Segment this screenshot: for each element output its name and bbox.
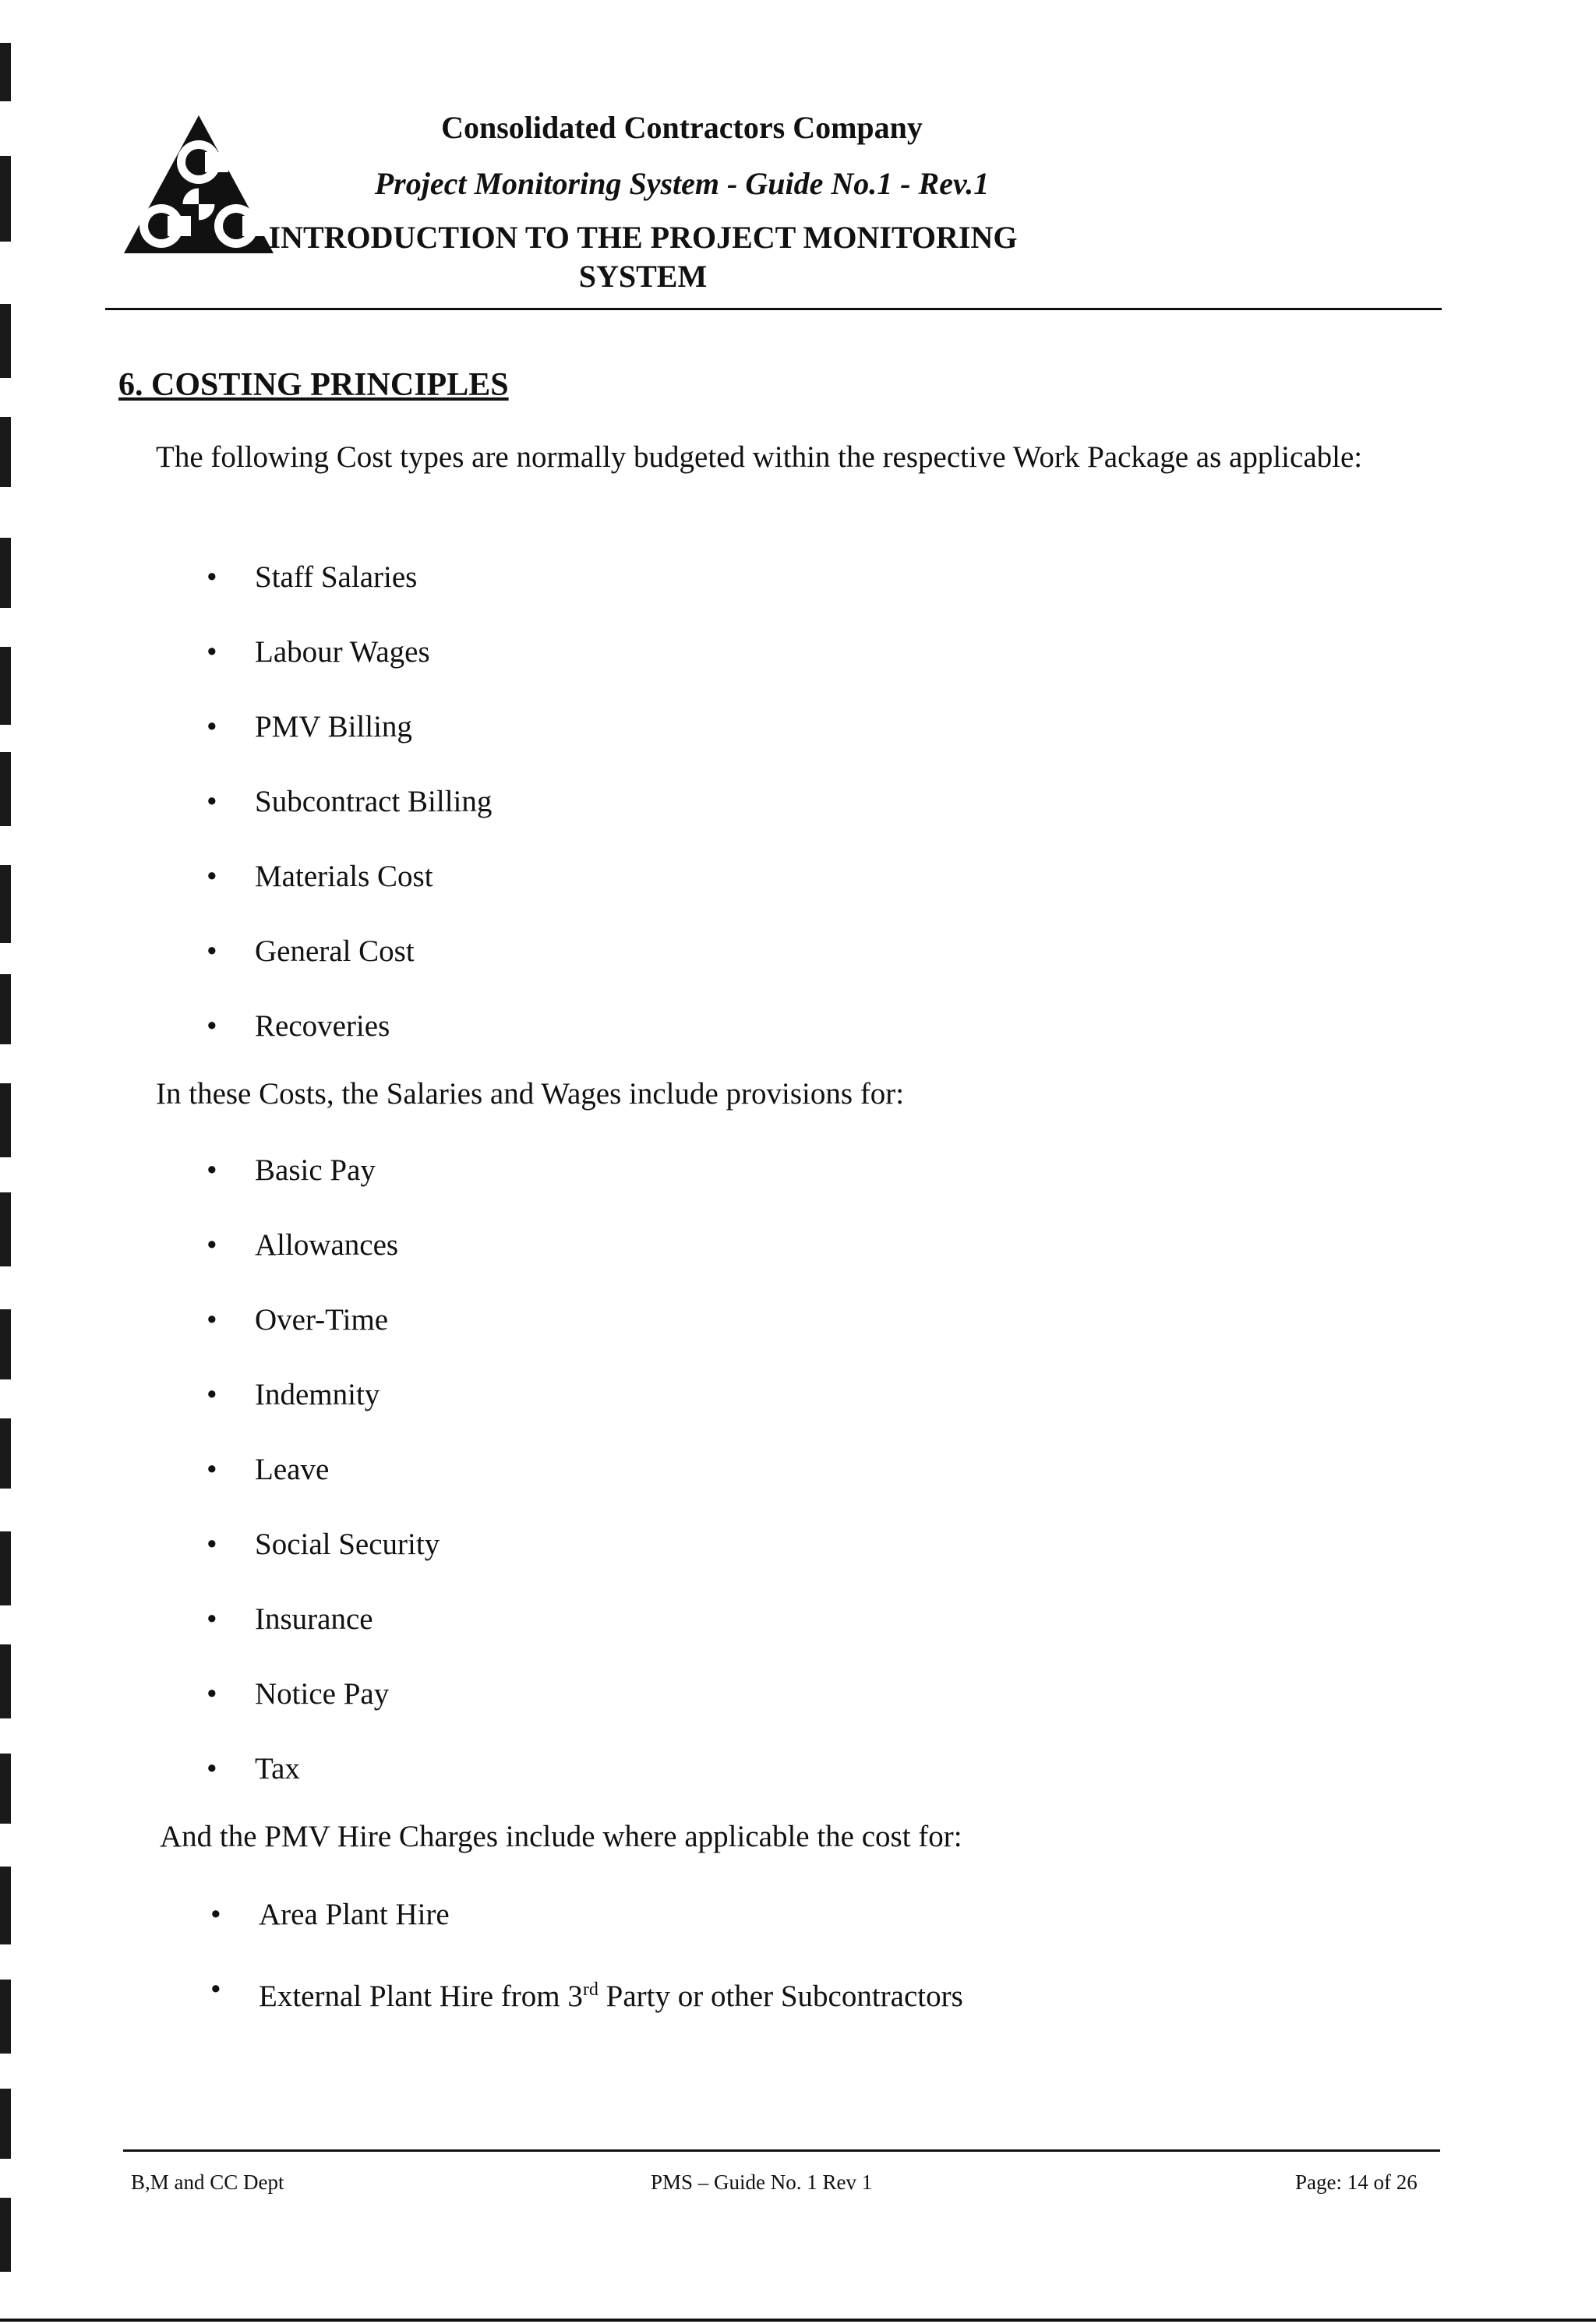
list-item-text: Subcontract Billing xyxy=(255,785,493,818)
page-bottom-edge xyxy=(0,2319,1596,2322)
intro-paragraph: The following Cost types are normally budgeted within the respective Work Package as applicable: xyxy=(156,440,1363,474)
list-item-text-before: External Plant Hire from 3 xyxy=(259,1980,583,2013)
document-header xyxy=(105,94,1442,312)
list-item: • Notice Pay xyxy=(207,1677,390,1711)
list-item: • Recoveries xyxy=(207,1009,390,1043)
list-item-text: Tax xyxy=(255,1752,300,1785)
pmv-intro-paragraph: And the PMV Hire Charges include where applicable the cost for: xyxy=(160,1820,962,1853)
list-item: • General Cost xyxy=(207,934,415,968)
list-item-text: Allowances xyxy=(255,1228,399,1262)
list-item: • Over-Time xyxy=(207,1303,389,1337)
ordinal-suffix: rd xyxy=(582,1980,598,2000)
list-item-text: Notice Pay xyxy=(255,1677,390,1711)
list-item-text: Materials Cost xyxy=(255,860,433,893)
company-name: Consolidated Contractors Company xyxy=(441,110,923,145)
list-item-text-after: Party or other Subcontractors xyxy=(598,1980,963,2013)
list-item-text: Leave xyxy=(255,1453,330,1486)
list-item-text: Social Security xyxy=(255,1528,440,1561)
list-item: • Materials Cost xyxy=(207,860,433,893)
document-title xyxy=(214,218,1072,296)
footer-document-ref: PMS – Guide No. 1 Rev 1 xyxy=(651,2170,873,2194)
list-item: • PMV Billing xyxy=(207,710,412,743)
footer-department: B,M and CC Dept xyxy=(131,2170,284,2194)
list-item-text: Labour Wages xyxy=(255,635,430,669)
provisions-list xyxy=(207,1148,440,1821)
document-title-line2: SYSTEM xyxy=(578,259,708,294)
footer-page-number: Page: 14 of 26 xyxy=(1295,2170,1418,2194)
list-item-text: PMV Billing xyxy=(255,710,412,743)
salaries-intro-paragraph: In these Costs, the Salaries and Wages include provisions for: xyxy=(156,1077,905,1111)
section-heading: 6. COSTING PRINCIPLES xyxy=(118,367,509,403)
list-item-text: Over-Time xyxy=(255,1303,389,1337)
list-item: • Social Security xyxy=(207,1528,440,1561)
list-item: • Basic Pay xyxy=(207,1153,376,1187)
list-item-text: Insurance xyxy=(255,1602,373,1636)
list-item: • Insurance xyxy=(207,1602,373,1636)
list-item: • Subcontract Billing xyxy=(207,785,493,818)
list-item-text: Area Plant Hire xyxy=(259,1898,450,1931)
pmv-items-list xyxy=(210,1892,963,2042)
list-item: • Leave xyxy=(207,1453,330,1486)
list-item: • Labour Wages xyxy=(207,635,430,669)
list-item-text: Recoveries xyxy=(255,1009,390,1043)
list-item: • External Plant Hire from 3rd Party or other Subcontractors xyxy=(210,1973,963,2013)
document-title-line1: INTRODUCTION TO THE PROJECT MONITORING xyxy=(268,220,1018,255)
list-item-text: Basic Pay xyxy=(255,1153,376,1187)
footer-rule xyxy=(123,2149,1440,2152)
list-item: • Allowances xyxy=(207,1228,399,1262)
list-item-text: General Cost xyxy=(255,934,415,968)
cost-types-list xyxy=(207,555,492,1079)
list-item-text: Indemnity xyxy=(255,1378,380,1411)
list-item-text: Staff Salaries xyxy=(255,560,418,594)
document-subtitle: Project Monitoring System - Guide No.1 - Rev.1 xyxy=(374,166,990,201)
list-item: • Staff Salaries xyxy=(207,560,418,594)
list-item: • Area Plant Hire xyxy=(210,1898,450,1931)
list-item: • Tax xyxy=(207,1752,300,1785)
header-rule xyxy=(105,308,1442,310)
list-item: • Indemnity xyxy=(207,1378,380,1411)
